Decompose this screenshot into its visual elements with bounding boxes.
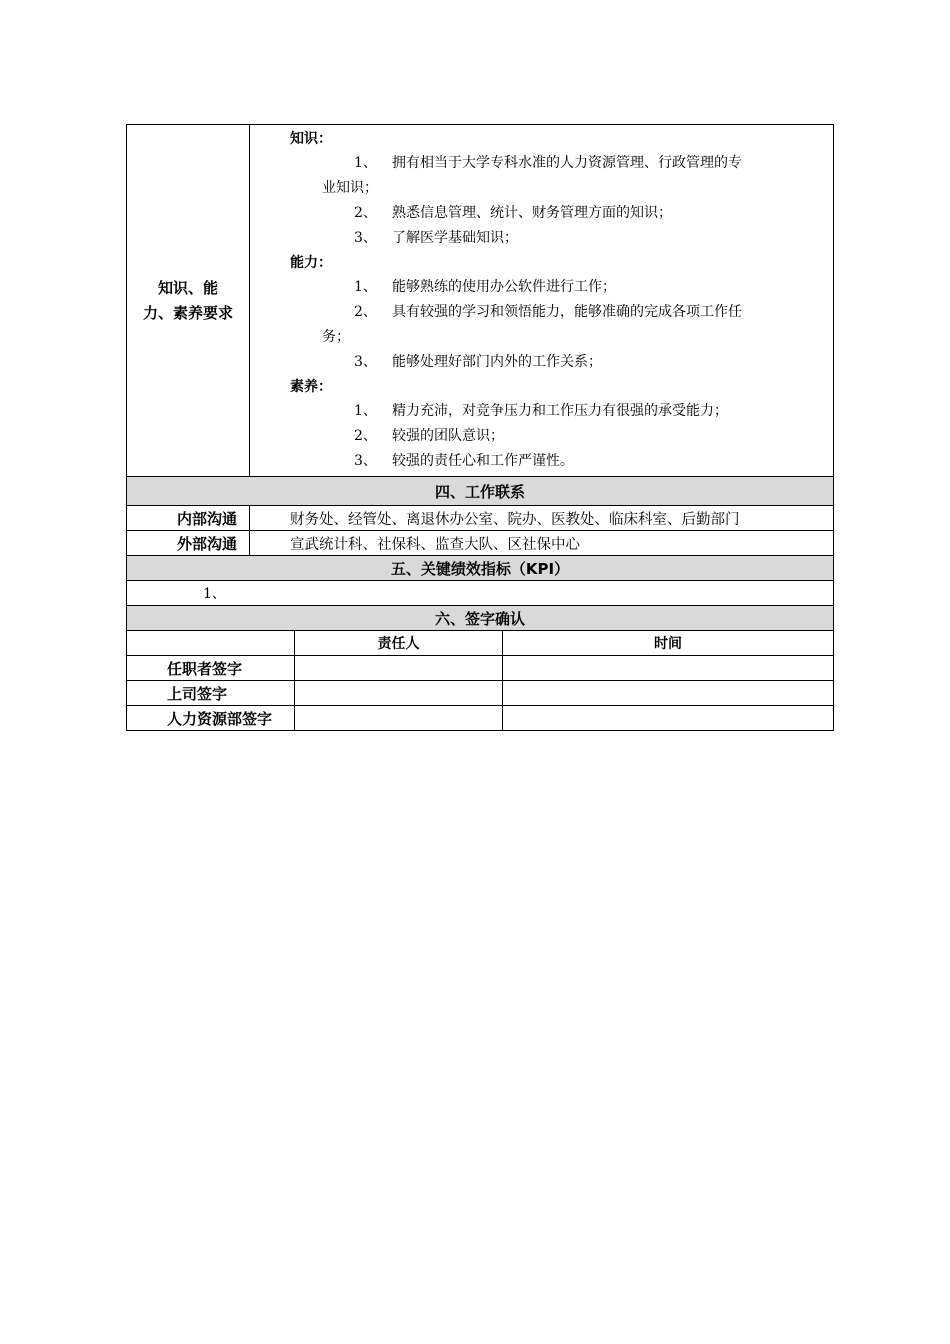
item-text: 较强的团队意识； (392, 428, 504, 444)
signature-columns-row (127, 631, 834, 656)
quality-item (290, 449, 825, 474)
item-number: 3、 (354, 453, 377, 469)
signature-person-field[interactable] (295, 656, 503, 681)
item-text: 具有较强的学习和领悟能力，能够准确的完成各项工作任 (392, 304, 742, 320)
kpi-item-row (127, 581, 834, 606)
internal-row (127, 506, 834, 531)
signature-header-row (127, 606, 834, 631)
knowledge-heading: 知识： (290, 131, 332, 147)
requirements-label-line2: 力、素养要求 (142, 303, 233, 322)
item-text: 熟悉信息管理、统计、财务管理方面的知识； (392, 205, 672, 221)
item-text: 拥有相当于大学专科水准的人力资源管理、行政管理的专 (392, 155, 742, 171)
item-text: 能够熟练的使用办公软件进行工作； (392, 279, 616, 295)
kpi-item: 1、 (127, 581, 834, 606)
item-continuation: 务； (322, 329, 350, 345)
item-text: 了解医学基础知识； (392, 230, 518, 246)
signature-time-field[interactable] (503, 706, 834, 731)
relations-header-row (127, 477, 834, 506)
signature-row (127, 656, 834, 681)
signature-time-field[interactable] (503, 681, 834, 706)
requirements-label-line1: 知识、能 (157, 278, 218, 297)
signature-row-label: 上司签字 (127, 681, 295, 706)
signature-person-field[interactable] (295, 706, 503, 731)
signature-time-field[interactable] (503, 656, 834, 681)
item-number: 1、 (354, 155, 377, 171)
internal-value: 财务处、经管处、离退休办公室、院办、医教处、临床科室、后勤部门 (250, 506, 834, 531)
external-row (127, 531, 834, 556)
requirements-content (250, 125, 834, 477)
item-number: 2、 (354, 428, 377, 444)
item-text: 较强的责任心和工作严谨性。 (392, 453, 574, 469)
ability-heading: 能力： (290, 255, 332, 271)
signature-title: 六、签字确认 (127, 606, 834, 631)
job-description-sheet (126, 124, 833, 731)
item-text: 能够处理好部门内外的工作关系； (392, 354, 602, 370)
item-text: 精力充沛，对竞争压力和工作压力有很强的承受能力； (392, 403, 728, 419)
item-continuation: 业知识； (322, 180, 378, 196)
item-number: 2、 (354, 205, 377, 221)
knowledge-item (290, 151, 825, 176)
external-label: 外部沟通 (127, 531, 250, 556)
knowledge-item (290, 226, 825, 251)
signature-col-time: 时间 (503, 631, 834, 656)
external-value: 宣武统计科、社保科、监查大队、区社保中心 (250, 531, 834, 556)
relations-title: 四、工作联系 (127, 477, 834, 506)
quality-item (290, 424, 825, 449)
signature-row (127, 706, 834, 731)
signature-row (127, 681, 834, 706)
signature-row-label: 任职者签字 (127, 656, 295, 681)
quality-heading: 素养： (290, 379, 332, 395)
kpi-title: 五、关键绩效指标（KPI） (127, 556, 834, 581)
quality-item (290, 399, 825, 424)
kpi-header-row (127, 556, 834, 581)
internal-label: 内部沟通 (127, 506, 250, 531)
requirements-label (127, 125, 250, 477)
signature-person-field[interactable] (295, 681, 503, 706)
ability-item (290, 300, 825, 325)
requirements-row (127, 125, 834, 477)
signature-col-person: 责任人 (295, 631, 503, 656)
item-number: 3、 (354, 230, 377, 246)
item-number: 3、 (354, 354, 377, 370)
item-number: 1、 (354, 279, 377, 295)
ability-item (290, 350, 825, 375)
signature-row-label: 人力资源部签字 (127, 706, 295, 731)
knowledge-item (290, 201, 825, 226)
signature-corner-cell (127, 631, 295, 656)
item-number: 1、 (354, 403, 377, 419)
ability-item (290, 275, 825, 300)
item-number: 2、 (354, 304, 377, 320)
job-description-table (126, 124, 834, 731)
